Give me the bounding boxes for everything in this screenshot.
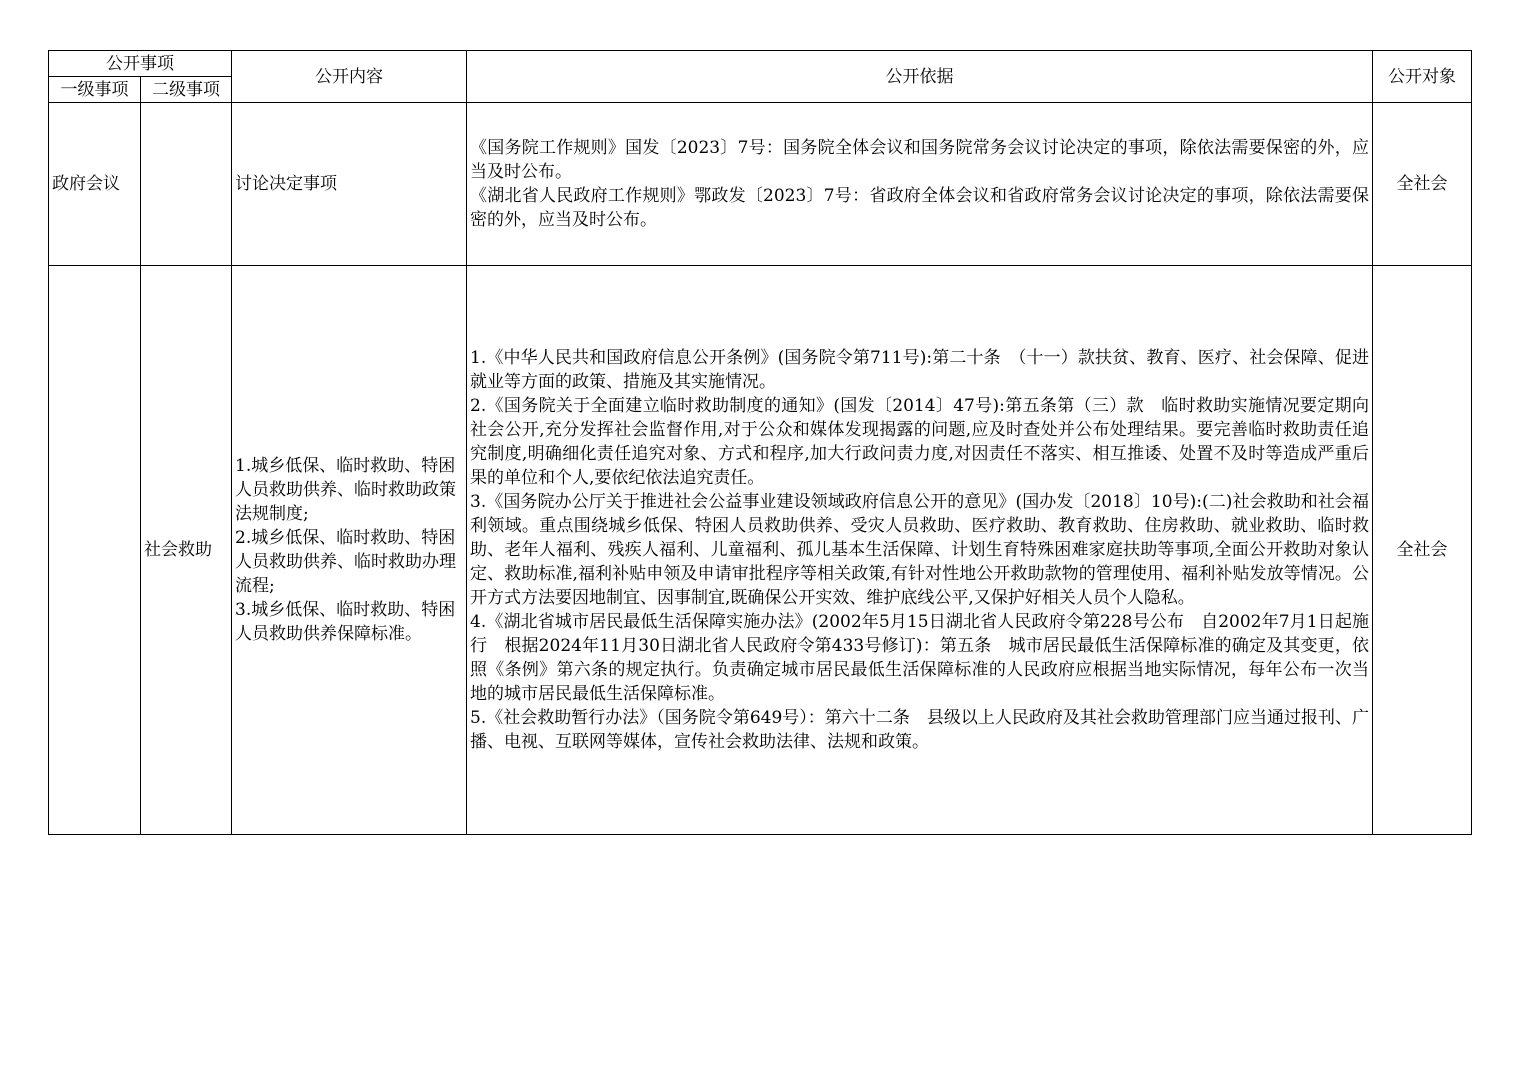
disclosure-table bbox=[48, 50, 1472, 835]
basis-paragraph: 3.《国务院办公厅关于推进社会公益事业建设领域政府信息公开的意见》(国办发〔2018〕10号):(二)社会救助和社会福利领域。重点围绕城乡低保、特困人员救助供养、受灾人员救助、医疗救助、教育救助、住房救助、就业救助、临时救助、老年人福利、残疾人福利、儿童福利、孤儿基本生活保障、计划生育特殊困难家庭扶助等事项,全面公开救助对象认定、救助标准,福利补贴申领及申请审批程序等相关政策,有针对性地公开救助款物的管理使用、福利补贴发放等情况。公开方式方法要因地制宜、因事制宜,既确保公开实效、维护底线公平,又保护好相关人员个人隐私。 bbox=[470, 492, 1369, 608]
basis-paragraph: 《湖北省人民政府工作规则》鄂政发〔2023〕7号：省政府全体会议和省政府常务会议讨论决定的事项，除依法需要保密的外，应当及时公布。 bbox=[470, 186, 1369, 230]
content-item: 2.城乡低保、临时救助、特困人员救助供养、临时救助办理流程; bbox=[235, 528, 456, 596]
cell-content: 讨论决定事项 bbox=[232, 103, 467, 266]
cell-level1: 政府会议 bbox=[49, 103, 141, 266]
basis-paragraph: 1.《中华人民共和国政府信息公开条例》(国务院令第711号):第二十条 （十一）款扶贫、教育、医疗、社会保障、促进就业等方面的政策、措施及其实施情况。 bbox=[470, 348, 1369, 392]
header-row-top bbox=[49, 51, 1472, 77]
table-row bbox=[49, 103, 1472, 266]
header-content: 公开内容 bbox=[232, 51, 467, 103]
table-row bbox=[49, 266, 1472, 835]
content-item: 1.城乡低保、临时救助、特困人员救助供养、临时救助政策法规制度; bbox=[235, 456, 456, 524]
content-item: 3.城乡低保、临时救助、特困人员救助供养保障标准。 bbox=[235, 600, 456, 644]
cell-level2: 社会救助 bbox=[141, 266, 232, 835]
basis-paragraph: 《国务院工作规则》国发〔2023〕7号：国务院全体会议和国务院常务会议讨论决定的事项，除依法需要保密的外，应当及时公布。 bbox=[470, 138, 1369, 182]
cell-content bbox=[232, 266, 467, 835]
cell-basis bbox=[467, 103, 1373, 266]
cell-audience: 全社会 bbox=[1373, 266, 1472, 835]
header-level2: 二级事项 bbox=[141, 77, 232, 103]
header-audience: 公开对象 bbox=[1373, 51, 1472, 103]
cell-level1 bbox=[49, 266, 141, 835]
header-basis: 公开依据 bbox=[467, 51, 1373, 103]
cell-level2 bbox=[141, 103, 232, 266]
header-level1: 一级事项 bbox=[49, 77, 141, 103]
cell-basis bbox=[467, 266, 1373, 835]
header-public-matters: 公开事项 bbox=[49, 51, 232, 77]
basis-paragraph: 2.《国务院关于全面建立临时救助制度的通知》(国发〔2014〕47号):第五条第（三）款 临时救助实施情况要定期向社会公开,充分发挥社会监督作用,对于公众和媒体发现揭露的问题,应及时查处并公布处理结果。要完善临时救助责任追究制度,明确细化责任追究对象、方式和程序,加大行政问责力度,对因责任不落实、相互推诿、处置不及时等造成严重后果的单位和个人,要依纪依法追究责任。 bbox=[470, 396, 1369, 488]
cell-audience: 全社会 bbox=[1373, 103, 1472, 266]
basis-paragraph: 4.《湖北省城市居民最低生活保障实施办法》(2002年5月15日湖北省人民政府令第228号公布 自2002年7月1日起施行 根据2024年11月30日湖北省人民政府令第433号修订)：第五条 城市居民最低生活保障标准的确定及其变更，依照《条例》第六条的规定执行。负责确定城市居民最低生活保障标准的人民政府应根据当地实际情况，每年公布一次当地的城市居民最低生活保障标准。 bbox=[470, 612, 1369, 704]
basis-paragraph: 5.《社会救助暂行办法》（国务院令第649号）：第六十二条 县级以上人民政府及其社会救助管理部门应当通过报刊、广播、电视、互联网等媒体，宣传社会救助法律、法规和政策。 bbox=[470, 708, 1369, 752]
